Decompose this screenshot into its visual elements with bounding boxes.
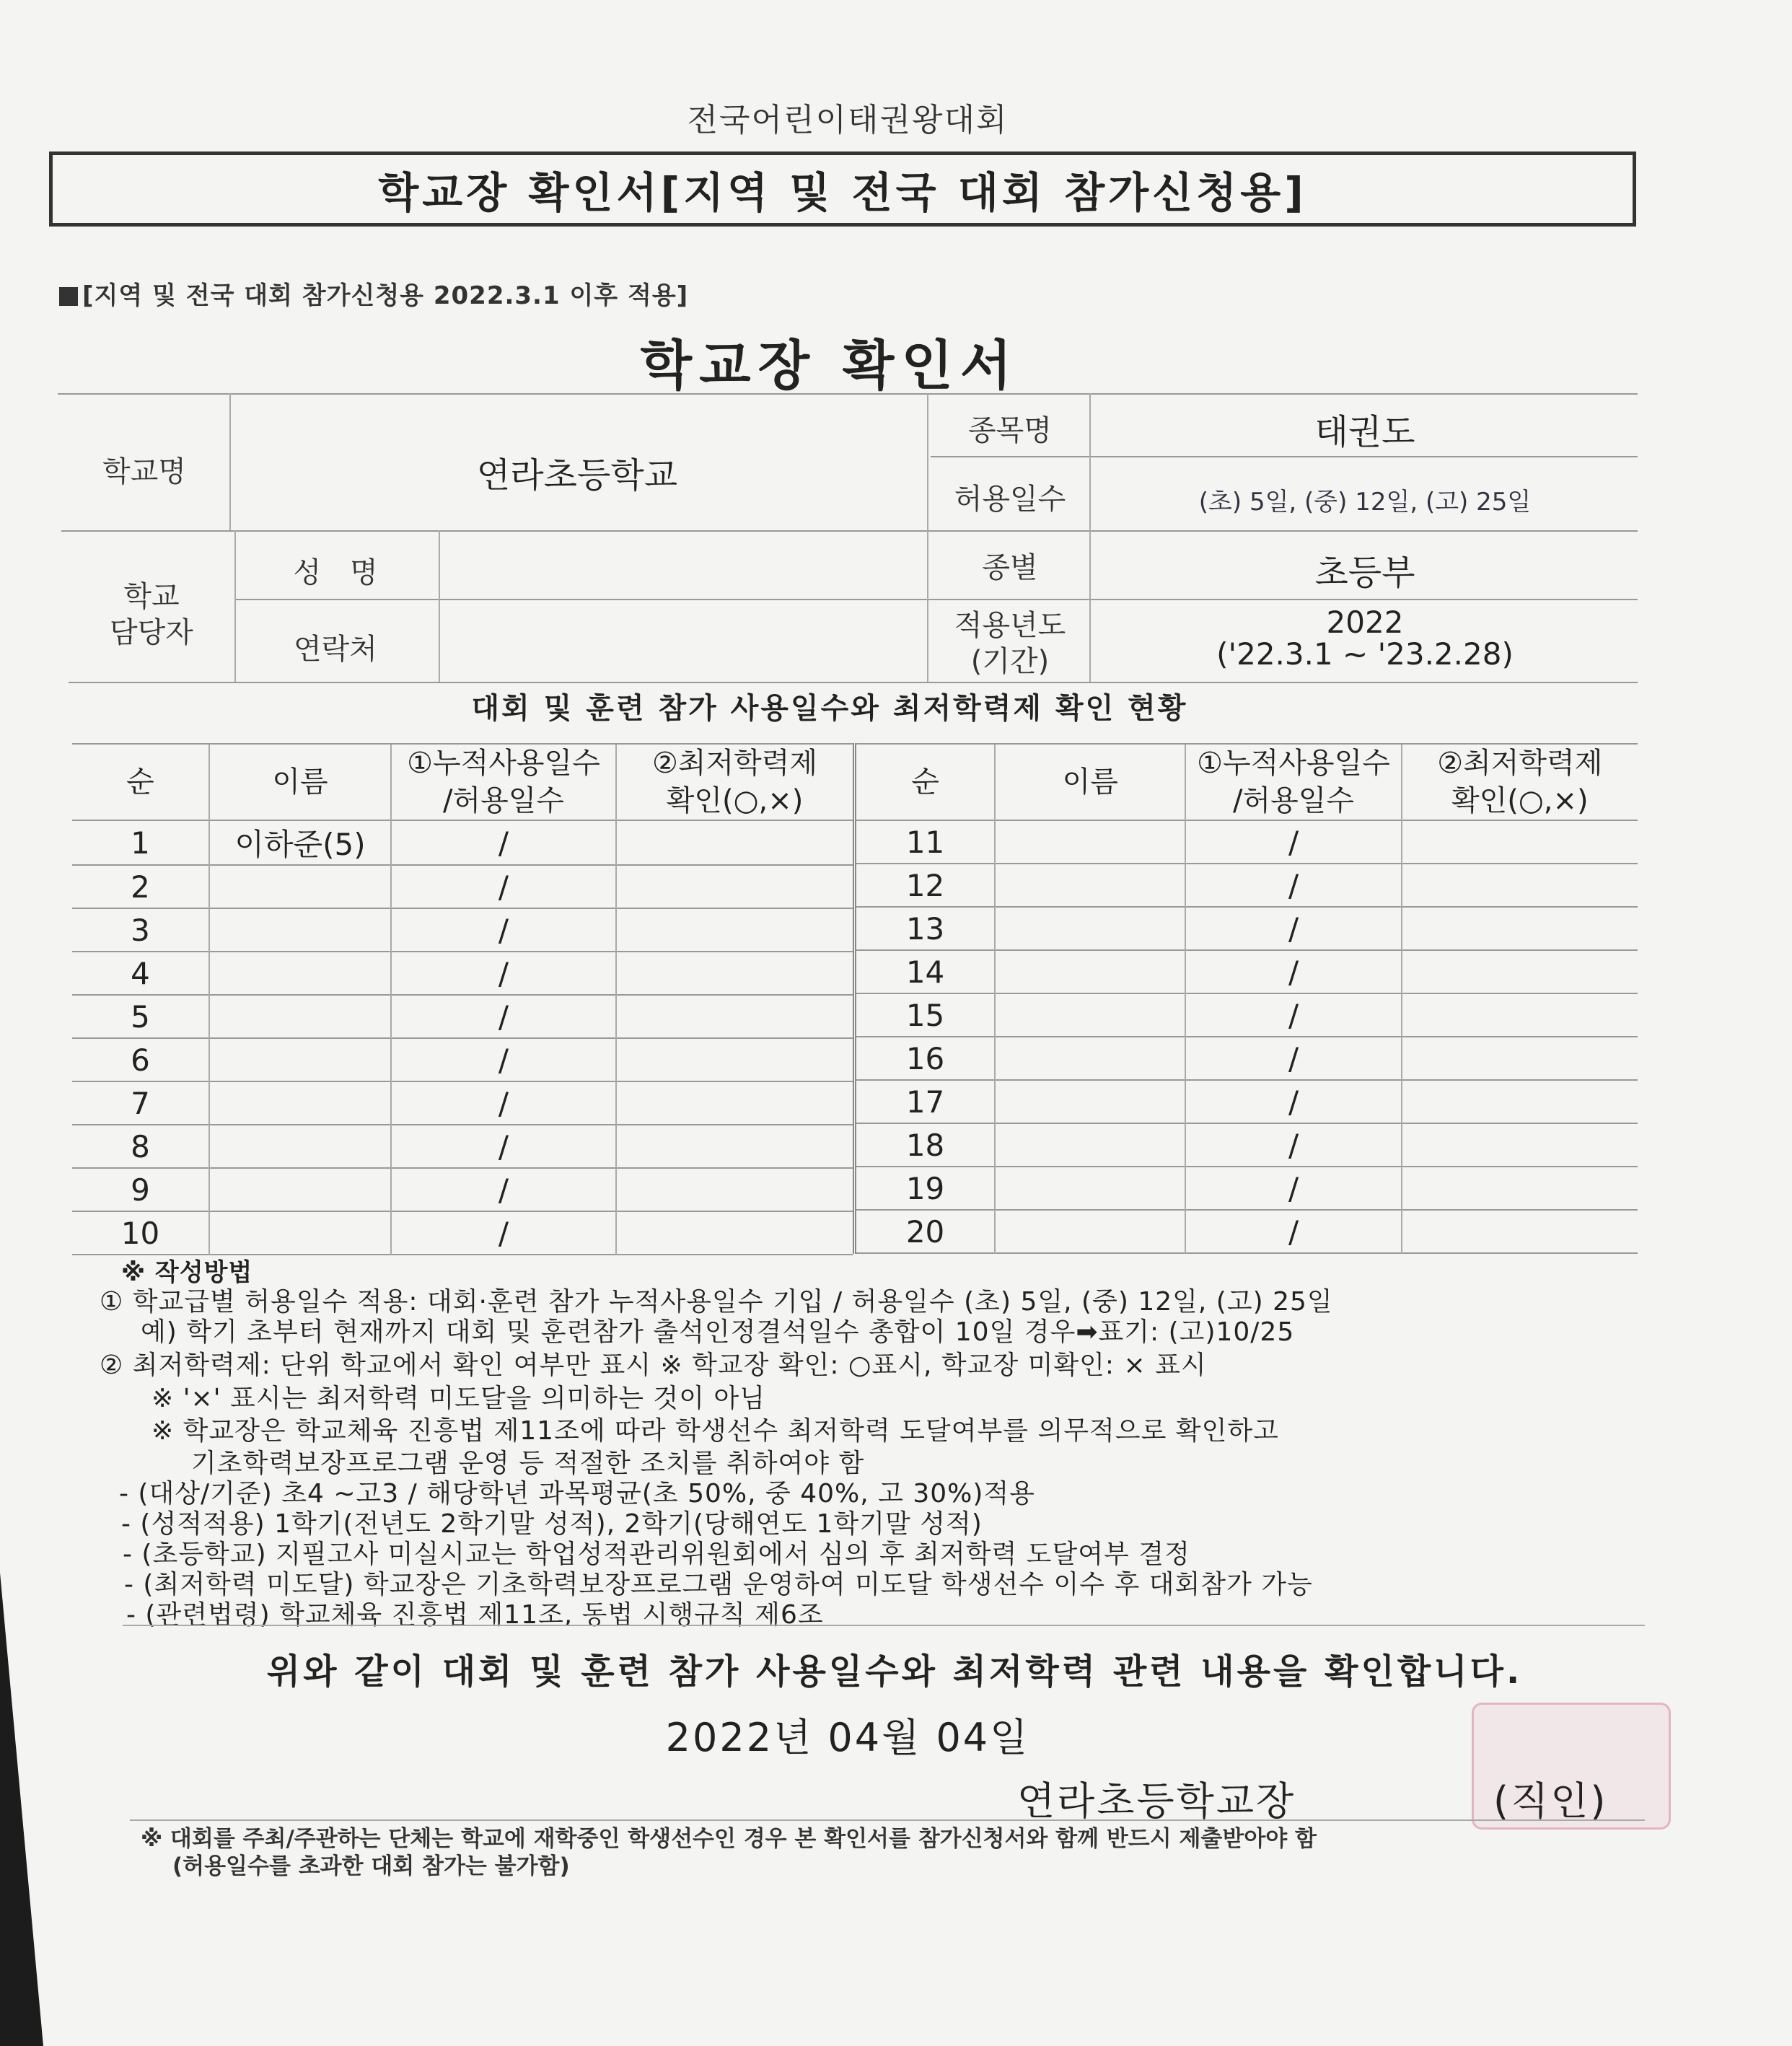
row-number: 7 [72,1081,209,1125]
square-bullet-icon [59,287,78,306]
school-name-value: 연라초등학교 [476,455,678,496]
table-header-row [855,744,1638,820]
year-label-line2: (기간) [970,645,1050,678]
col-header-check-line1: ②최저학력제 [1437,747,1603,780]
row-number: 4 [72,952,209,995]
year-value: 2022 [1326,605,1404,640]
row-check [1402,1037,1638,1080]
row-name [995,820,1185,864]
period-value: ('22.3.1 ~ '23.2.28) [1216,636,1514,672]
principal-name: 연라초등학교장 [1017,1778,1296,1824]
row-days: / [391,1211,616,1255]
table-row [72,1168,853,1211]
row-number: 13 [855,907,996,950]
seal-label: (직인) [1493,1778,1608,1824]
instruction-line: - (대상/기준) 초4 ~고3 / 해당학년 과목평균(초 50%, 중 40%, 고 30%)적용 [119,1479,1035,1509]
page-edge-shadow [0,1573,43,2046]
row-check [616,908,853,952]
school-name-label: 학교명 [102,455,186,488]
row-name [995,907,1185,950]
row-number: 9 [72,1168,209,1211]
col-header-no: 순 [72,744,209,820]
table-row [72,865,853,908]
row-days: / [391,1168,616,1211]
row-check [616,952,853,995]
row-number: 6 [72,1038,209,1081]
row-number: 8 [72,1125,209,1168]
table-row [72,820,853,865]
confirmation-statement: 위와 같이 대회 및 훈련 참가 사용일수와 최저학력 관련 내용을 확인합니다. [266,1651,1523,1692]
table-row [72,1211,853,1255]
row-check [616,1211,853,1255]
year-label-line1: 적용년도 [954,609,1066,642]
issue-date: 2022년 04월 04일 [665,1715,1030,1760]
row-name [209,952,391,995]
event-label: 종목명 [968,414,1052,447]
table-row [855,820,1638,864]
table-row [72,1081,853,1125]
row-days: / [1185,907,1401,950]
row-number: 11 [855,820,996,864]
row-check [1402,1210,1638,1253]
table-row [855,1210,1638,1253]
row-days: / [1185,864,1401,907]
instruction-line: - (성적적용) 1학기(전년도 2학기말 성적), 2학기(당해연도 1학기말 성적) [121,1509,983,1539]
instruction-line: - (최저학력 미도달) 학교장은 기초학력보장프로그램 운영하여 미도달 학생선수 이수 후 대회참가 가능 [124,1570,1313,1599]
table-row [72,952,853,995]
organizer-title: 전국어린이태권왕대회 [687,102,1009,139]
row-days: / [391,995,616,1038]
table-row [855,907,1638,950]
row-days: / [391,820,616,865]
staff-label-line1: 학교 [123,580,180,613]
row-number: 3 [72,908,209,952]
participation-table-right [853,743,1638,1254]
row-check [1402,907,1638,950]
row-days: / [1185,1123,1401,1167]
row-days: / [391,952,616,995]
row-days: / [1185,820,1401,864]
row-name [995,864,1185,907]
staff-name-label: 성 명 [293,556,378,589]
instruction-line: ① 학교급별 허용일수 적용: 대회·훈련 참가 누적사용일수 기입 / 허용일수 (초) 5일, (중) 12일, (고) 25일 [100,1287,1333,1317]
notice-line [59,276,688,311]
col-header-no: 순 [855,744,996,820]
row-check [1402,950,1638,993]
row-name [995,1210,1185,1253]
row-check [616,1081,853,1125]
document-title: 학교장 확인서 [640,335,1019,397]
row-name [995,1123,1185,1167]
row-days: / [391,865,616,908]
row-name [209,1038,391,1081]
row-number: 14 [855,950,996,993]
allowed-days-value: (초) 5일, (중) 12일, (고) 25일 [1198,488,1532,517]
row-days: / [1185,993,1401,1037]
col-header-check [616,744,853,820]
row-number: 1 [72,820,209,865]
row-name [209,908,391,952]
row-name [995,950,1185,993]
row-days: / [1185,1080,1401,1123]
table-row [72,1125,853,1168]
col-header-days-line1: ①누적사용일수 [1197,747,1390,780]
table-row [855,1037,1638,1080]
row-number: 16 [855,1037,996,1080]
row-name: 이하준(5) [209,820,391,865]
instruction-line: 기초학력보장프로그램 운영 등 적절한 조치를 취하여야 함 [191,1449,865,1478]
row-number: 10 [72,1211,209,1255]
row-check [616,865,853,908]
table-row [855,950,1638,993]
col-header-days-line1: ①누적사용일수 [407,747,600,780]
section-title: 대회 및 훈련 참가 사용일수와 최저학력제 확인 현황 [471,692,1188,725]
footnote-line2: (허용일수를 초과한 대회 참가는 불가함) [172,1853,570,1879]
col-header-name: 이름 [209,744,391,820]
row-number: 19 [855,1167,996,1210]
table-row [855,864,1638,907]
table-row [72,1038,853,1081]
instruction-line: ② 최저학력제: 단위 학교에서 확인 여부만 표시 ※ 학교장 확인: ○표시, 학교장 미확인: × 표시 [100,1351,1207,1380]
row-check [1402,1123,1638,1167]
boxed-title: 학교장 확인서[지역 및 전국 대회 참가신청용] [49,152,1636,227]
participation-table-left [72,743,853,1255]
col-header-days [391,744,616,820]
row-check [616,820,853,865]
division-label: 종별 [982,551,1038,584]
footnote [141,1825,1317,1880]
row-name [995,993,1185,1037]
instruction-line: ※ 학교장은 학교체육 진흥법 제11조에 따라 학생선수 최저학력 도달여부를 의무적으로 확인하고 [151,1416,1279,1446]
row-name [209,1168,391,1211]
row-number: 20 [855,1210,996,1253]
row-days: / [1185,1167,1401,1210]
staff-contact-label: 연락처 [294,633,377,666]
row-check [1402,1167,1638,1210]
table-row [72,908,853,952]
col-header-days-line2: /허용일수 [442,784,565,817]
col-header-check [1402,744,1638,820]
table-header-row [72,744,853,820]
row-name [995,1167,1185,1210]
row-name [995,1037,1185,1080]
row-number: 12 [855,864,996,907]
row-number: 2 [72,865,209,908]
row-days: / [1185,1037,1401,1080]
row-name [209,1125,391,1168]
row-number: 15 [855,993,996,1037]
col-header-days [1185,744,1401,820]
row-days: / [391,1081,616,1125]
allowed-days-label: 허용일수 [954,483,1066,516]
footnote-line1: ※ 대회를 주최/주관하는 단체는 학교에 재학중인 학생선수인 경우 본 확인서를 참가신청서와 함께 반드시 제출받아야 함 [141,1826,1317,1852]
row-check [616,995,853,1038]
table-row [855,1167,1638,1210]
table-row [855,993,1638,1037]
instruction-line: 예) 학기 초부터 현재까지 대회 및 훈련참가 출석인정결석일수 총합이 10일 경우➡표기: (고)10/25 [141,1317,1295,1347]
col-header-check-line2: 확인(○,×) [1451,784,1589,817]
row-number: 5 [72,995,209,1038]
row-check [1402,1080,1638,1123]
event-value: 태권도 [1314,412,1415,452]
table-row [72,995,853,1038]
row-check [616,1168,853,1211]
row-name [209,1211,391,1255]
division-value: 초등부 [1314,553,1415,593]
row-check [616,1038,853,1081]
staff-label-line2: 담당자 [110,616,193,649]
row-days: / [391,1038,616,1081]
col-header-name: 이름 [995,744,1185,820]
instruction-line: ※ '×' 표시는 최저학력 미도달을 의미하는 것이 아님 [151,1384,765,1413]
row-days: / [1185,950,1401,993]
row-check [1402,820,1638,864]
row-name [209,1081,391,1125]
row-check [1402,993,1638,1037]
row-name [209,865,391,908]
row-days: / [391,1125,616,1168]
table-row [855,1123,1638,1167]
col-header-days-line2: /허용일수 [1232,784,1355,817]
instruction-line: - (초등학교) 지필고사 미실시교는 학업성적관리위원회에서 심의 후 최저학력 도달여부 결정 [123,1540,1190,1569]
col-header-check-line2: 확인(○,×) [666,784,804,817]
row-number: 18 [855,1123,996,1167]
row-number: 17 [855,1080,996,1123]
row-check [616,1125,853,1168]
row-name [209,995,391,1038]
notice-text: [지역 및 전국 대회 참가신청용 2022.3.1 이후 적용] [82,281,689,310]
col-header-check-line1: ②최저학력제 [651,747,818,780]
row-name [995,1080,1185,1123]
row-days: / [1185,1210,1401,1253]
instruction-line: - (관련법령) 학교체육 진흥법 제11조, 동법 시행규칙 제6조 [126,1600,824,1630]
row-days: / [391,908,616,952]
row-check [1402,864,1638,907]
table-row [855,1080,1638,1123]
instructions-heading: ※ 작성방법 [121,1258,253,1287]
